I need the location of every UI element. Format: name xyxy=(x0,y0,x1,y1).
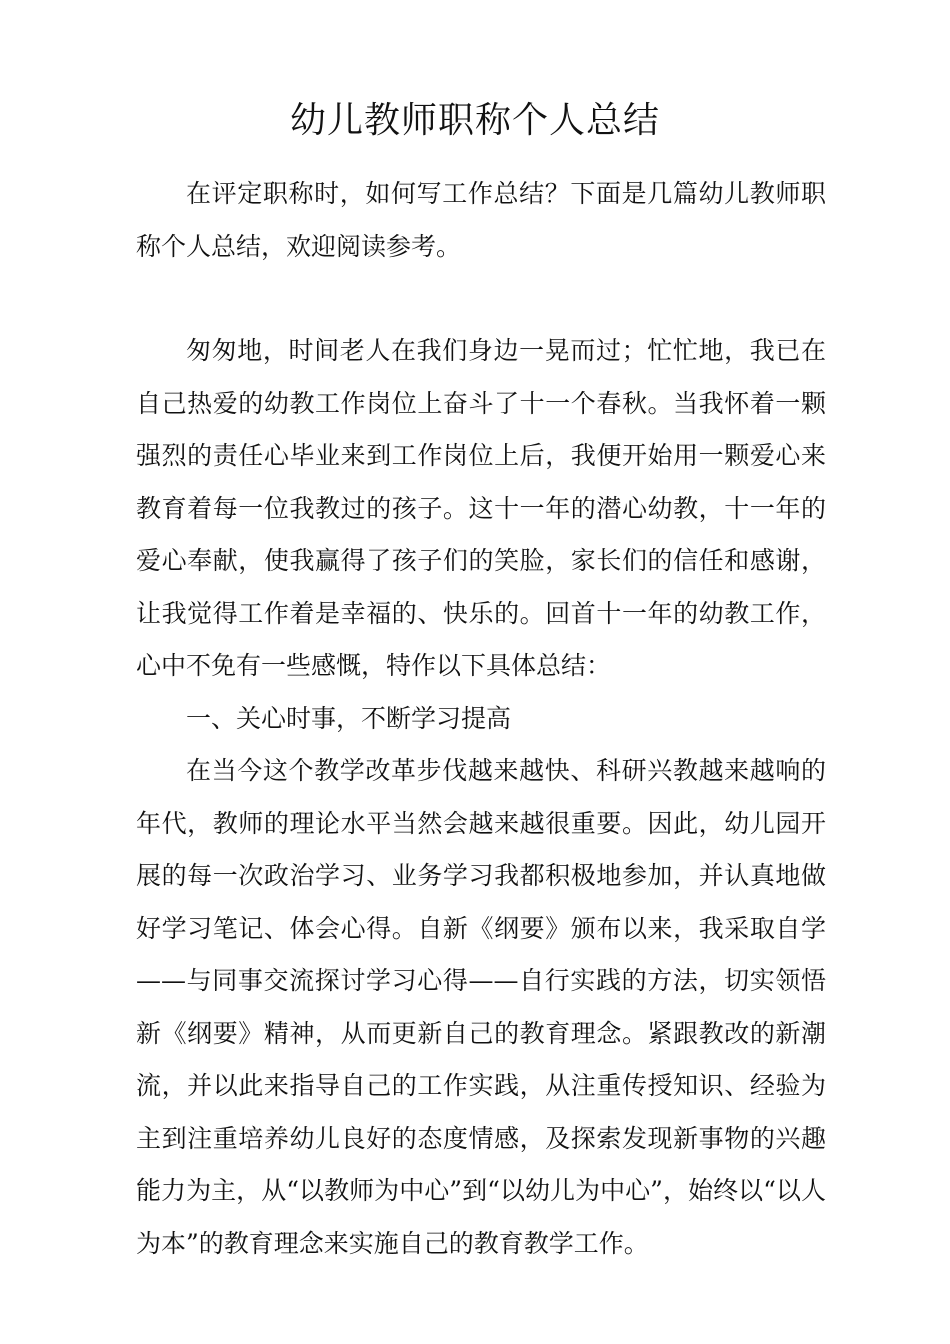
paragraph-spacer xyxy=(136,273,826,325)
body-paragraph: 匆匆地，时间老人在我们身边一晃而过；忙忙地，我已在自己热爱的幼教工作岗位上奋斗了十一个春秋。当我怀着一颗强烈的责任心毕业来到工作岗位上后，我便开始用一颗爱心来教育着每一位我教过的孩子。这十一年的潜心幼教，十一年的爱心奉献，使我赢得了孩子们的笑脸，家长们的信任和感谢，让我觉得工作着是幸福的、快乐的。回首十一年的幼教工作，心中不免有一些感慨，特作以下具体总结： xyxy=(136,336,826,680)
intro-paragraph: 在评定职称时，如何写工作总结？下面是几篇幼儿教师职称个人总结，欢迎阅读参考。 xyxy=(136,179,826,261)
section-heading: 一、关心时事，不断学习提高 xyxy=(186,703,512,733)
body-paragraph: 在当今这个教学改革步伐越来越快、科研兴教越来越响的年代，教师的理论水平当然会越来越很重要。因此，幼儿园开展的每一次政治学习、业务学习我都积极地参加，并认真地做好学习笔记、体会心得。自新《纲要》颁布以来，我采取自学——与同事交流探讨学习心得——自行实践的方法，切实领悟新《纲要》精神，从而更新自己的教育理念。紧跟教改的新潮流，并以此来指导自己的工作实践，从注重传授知识、经验为主到注重培养幼儿良好的态度情感，及探索发现新事物的兴趣能力为主，从“以教师为中心”到“以幼儿为中心”，始终以“以人为本”的教育理念来实施自己的教育教学工作。 xyxy=(136,756,826,1258)
document-title: 幼儿教师职称个人总结 xyxy=(289,100,660,141)
document-body xyxy=(136,168,826,1270)
